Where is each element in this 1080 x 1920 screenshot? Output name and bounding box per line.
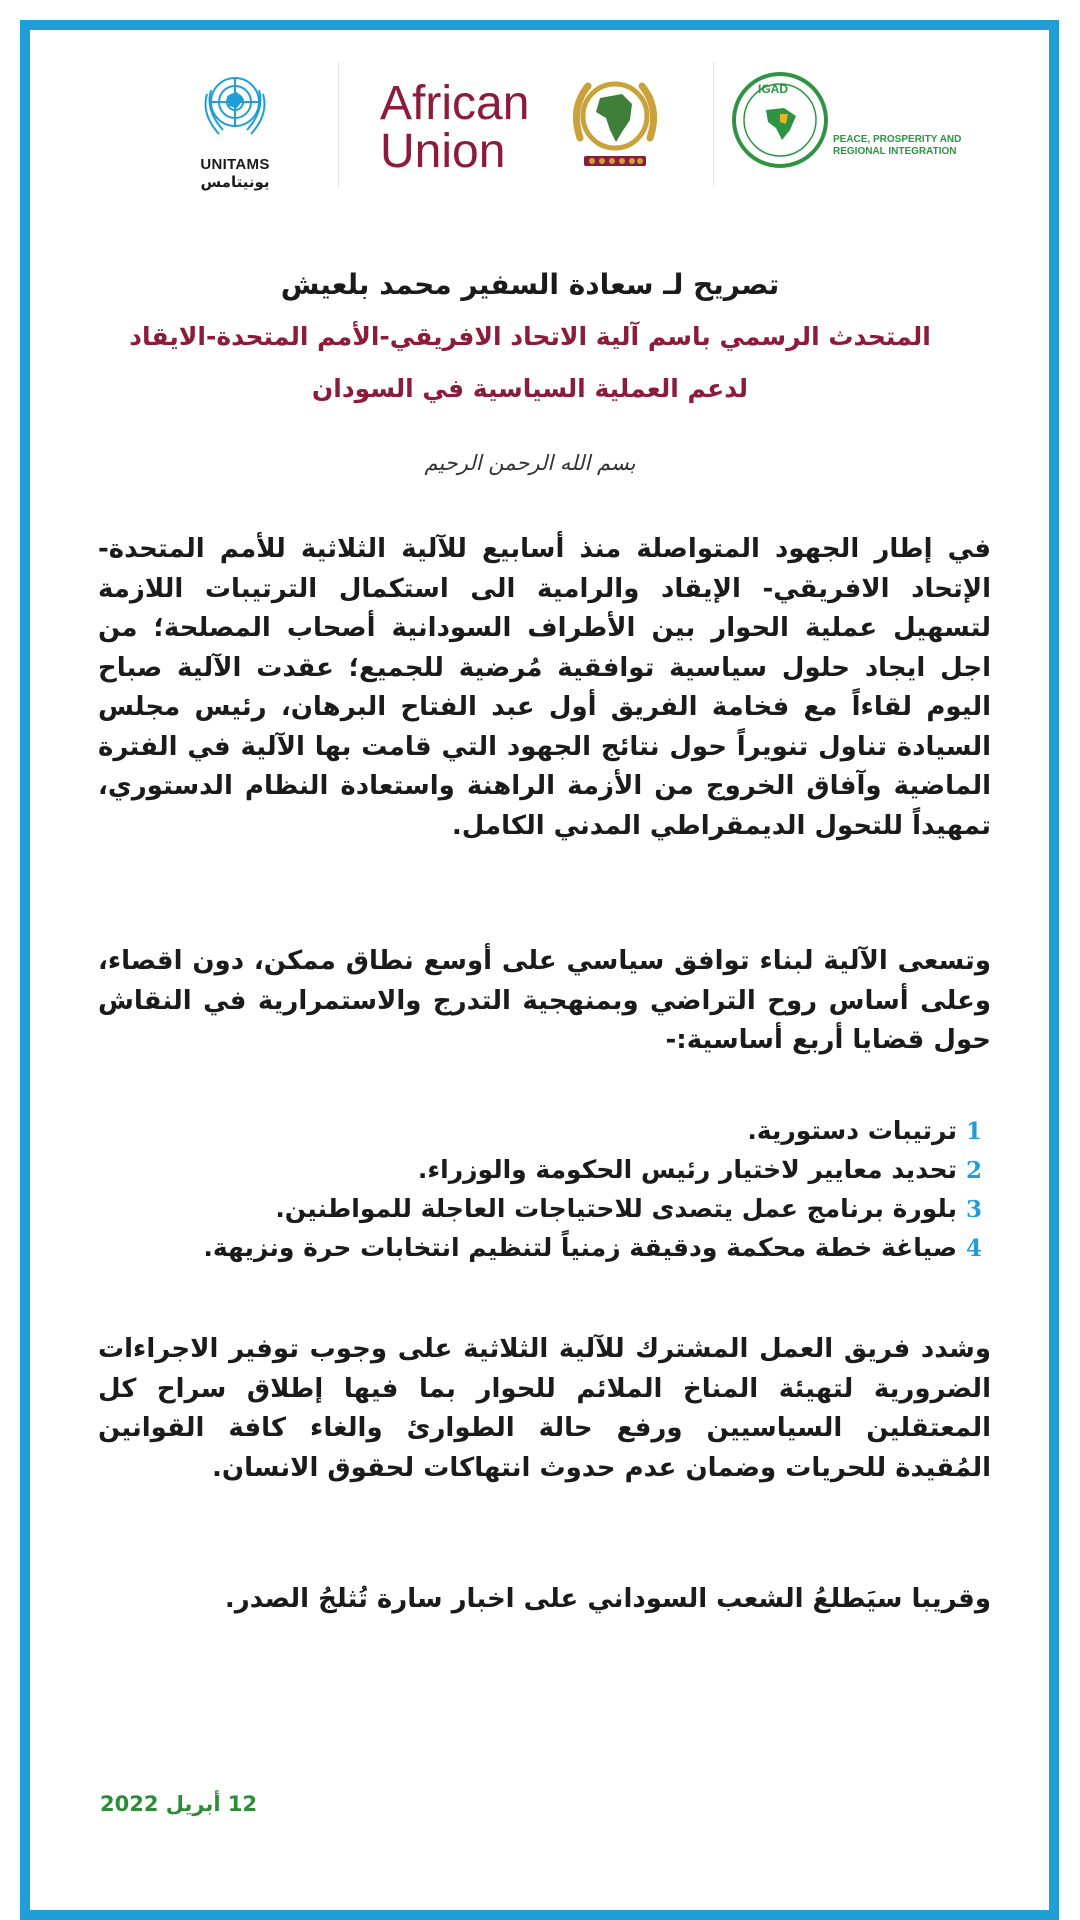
african-union-wordmark: African Union	[380, 77, 530, 178]
statement-title: تصريح لـ سعادة السفير محمد بلعيش	[280, 268, 780, 301]
document-frame	[20, 20, 1059, 1920]
speaker-subtitle-2: لدعم العملية السياسية في السودان	[311, 374, 749, 403]
statement-date: 12 أبريل 2022	[100, 1792, 258, 1816]
speaker-subtitle: المتحدث الرسمي باسم آلية الاتحاد الافريقي-الأمم المتحدة-الايقاد	[129, 322, 931, 351]
list-number: 1	[965, 1118, 982, 1145]
au-emblem-icon	[560, 68, 670, 178]
igad-tagline: PEACE, PROSPERITY AND REGIONAL INTEGRATION	[833, 134, 962, 157]
unitams-name: UNITAMS	[200, 156, 270, 173]
list-text: ترتيبات دستورية.	[747, 1116, 957, 1145]
list-item	[98, 1229, 991, 1268]
unitams-name-arabic: يونيتامس	[200, 173, 270, 191]
list-text: صياغة خطة محكمة ودقيقة زمنياً لتنظيم انتخابات حرة ونزيهة.	[203, 1233, 957, 1262]
african-union-logo	[380, 68, 730, 188]
list-item	[98, 1190, 991, 1229]
list-text: تحديد معايير لاختيار رئيس الحكومة والوزراء.	[417, 1155, 957, 1184]
list-item	[98, 1112, 991, 1151]
paragraph-4: وقريبا سيَطلعُ الشعب السوداني على اخبار سارة تُثلجُ الصدر.	[224, 1584, 991, 1614]
list-number: 2	[965, 1157, 982, 1184]
list-number: 3	[965, 1196, 982, 1223]
logo-header	[30, 30, 1049, 205]
igad-name: IGAD	[758, 82, 788, 96]
issues-list	[98, 1112, 991, 1268]
list-item	[98, 1151, 991, 1190]
logo-divider	[338, 62, 339, 187]
paragraph-3: وشدد فريق العمل المشترك للآلية الثلاثية على وجوب توفير الاجراءات الضرورية لتهيئة المناخ الملائم للحوار بما فيها إطلاق سراح كل المعتقلين السياسيين ورفع حالة الطوارئ والغاء كافة القوانين المُقيدة للحريات وضمان عدم حدوث انتهاكات لحقوق الانسان.	[98, 1334, 991, 1483]
logo-divider	[713, 62, 714, 187]
unitams-logo	[155, 64, 315, 191]
list-number: 4	[965, 1235, 982, 1262]
basmala: بسم الله الرحمن الرحيم	[424, 451, 636, 475]
paragraph-1: في إطار الجهود المتواصلة منذ أسابيع للآلية الثلاثية للأمم المتحدة-الإتحاد الافريقي- الإيقاد والرامية الى استكمال الترتيبات اللازمة لتسهيل عملية الحوار بين الأطراف السودانية أصحاب المصلحة؛ من اجل ايجاد حلول سياسية توافقية مُرضية للجميع؛ عقدت الآلية صباح اليوم لقاءاً مع فخامة الفريق أول عبد الفتاح البرهان، رئيس مجلس السيادة تناول تنويراً حول نتائج الجهود التي قامت بها الآلية في الفترة الماضية وآفاق الخروج من الأزمة الراهنة واستعادة النظام الدستوري، تمهيداً للتحول الديمقراطي المدني الكامل.	[98, 534, 991, 841]
list-text: بلورة برنامج عمل يتصدى للاحتياجات العاجلة للمواطنين.	[275, 1194, 957, 1223]
paragraph-2: وتسعى الآلية لبناء توافق سياسي على أوسع نطاق ممكن، دون اقصاء، وعلى أساس روح التراضي وبمنهجية التدرج والاستمرارية في النقاش حول قضايا أربع أساسية:-	[98, 946, 991, 1055]
un-emblem-icon	[193, 64, 277, 148]
igad-logo	[730, 70, 970, 190]
